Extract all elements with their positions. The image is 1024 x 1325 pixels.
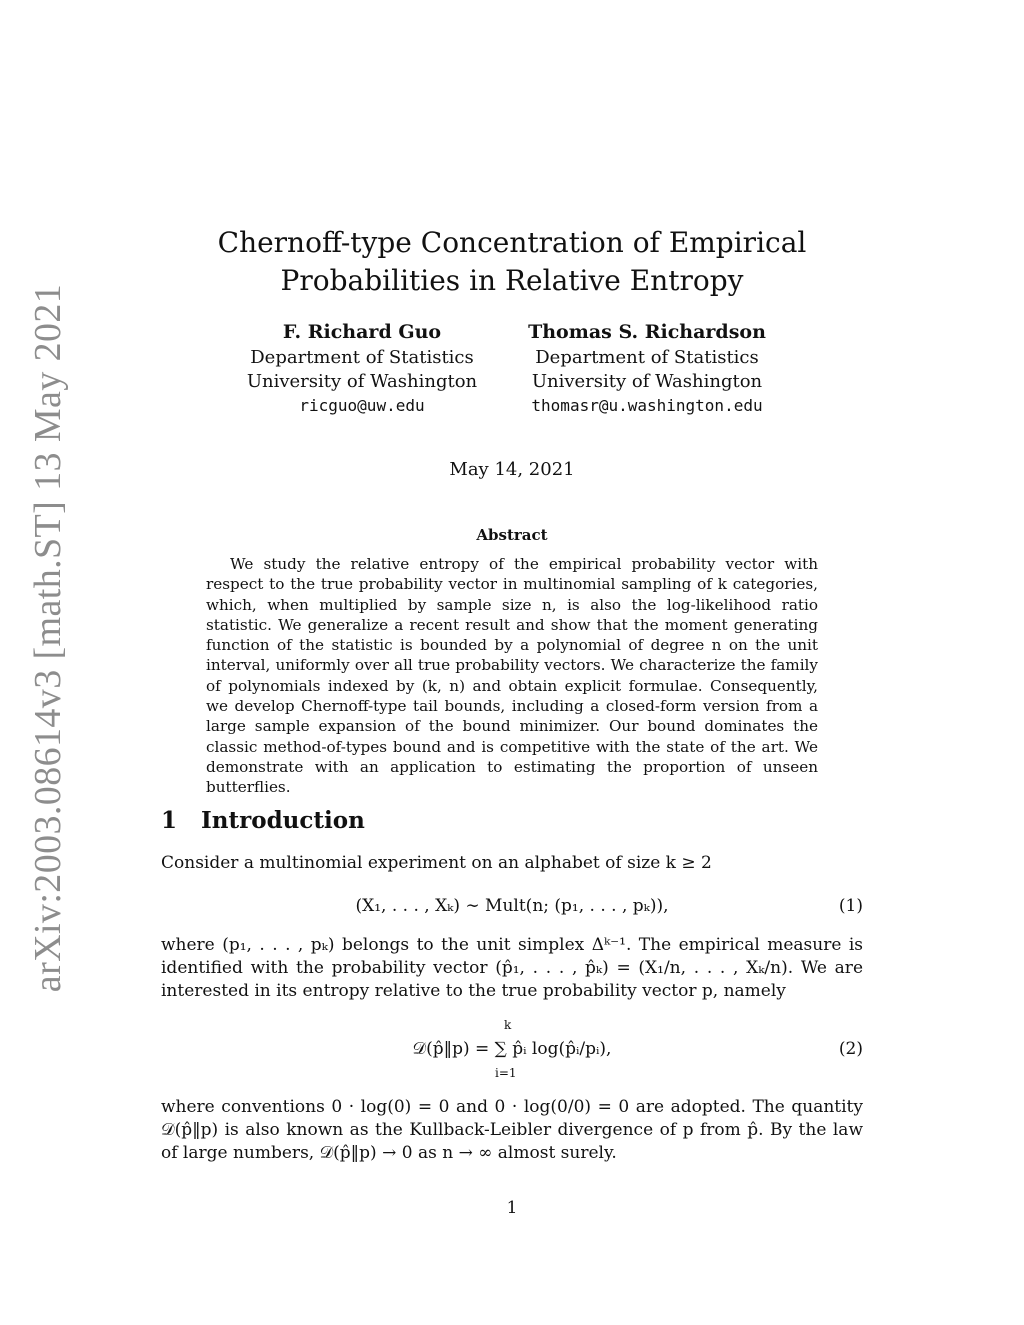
paper-title: Chernoff-type Concentration of Empirical Probabilities in Relative Entropy <box>217 226 807 297</box>
equation-2-label: (2) <box>838 1039 863 1059</box>
arxiv-stamp <box>8 283 88 993</box>
author-name: Thomas S. Richardson <box>528 321 766 343</box>
paragraph-after-equation-1: where (p₁, . . . , pₖ) belongs to the unit simplex Δᵏ⁻¹. The empirical measure is identified with the probability vector (p̂₁, . . . , p̂ₖ) = (X₁/n, . . . , Xₖ/n). We are interested in its entropy relative to the true probability vector p, namely <box>161 935 863 1001</box>
paragraph-after-equation-2: where conventions 0 · log(0) = 0 and 0 · log(0/0) = 0 are adopted. The quantity 𝒟(p̂‖p) is also known as the Kullback-Leibler divergence of p from p̂. By the law of large numbers, 𝒟(p̂‖p) → 0 as n → ∞ almost surely. <box>161 1097 863 1163</box>
section-heading-introduction <box>161 806 365 836</box>
abstract-text: We study the relative entropy of the empirical probability vector with respect to the true probability vector in multinomial sampling of k categories, which, when multiplied by sample size n, is also the log-likelihood ratio statistic. We generalize a recent result and show that the moment generating function of the statistic is bounded by a polynomial of degree n on the unit interval, uniformly over all true probability vectors. We characterize the family of polynomials indexed by (k, n) and obtain explicit formulae. Consequently, we develop Chernoff-type tail bounds, including a closed-form version from a large sample expansion of the bound minimizer. Our bound dominates the classic method-of-types bound and is competitive with the state of the art. We demonstrate with an application to estimating the proportion of unseen butterflies. <box>206 555 818 797</box>
publication-date: May 14, 2021 <box>449 459 575 480</box>
intro-paragraph: Consider a multinomial experiment on an alphabet of size k ≥ 2 <box>161 853 712 873</box>
author-institution: University of Washington <box>531 371 763 392</box>
author-department: Department of Statistics <box>250 347 474 368</box>
equation-2-expression: 𝒟(p̂‖p) = ∑ p̂ᵢ log(p̂ᵢ/pᵢ), <box>412 1039 612 1059</box>
equation-1 <box>161 895 863 921</box>
equation-1-label: (1) <box>838 896 863 916</box>
page-number: 1 <box>506 1198 518 1218</box>
author-email[interactable]: ricguo@uw.edu <box>299 396 425 415</box>
abstract-heading: Abstract <box>476 526 548 544</box>
sum-upper-limit: k <box>504 1018 512 1032</box>
equation-1-expression: (X₁, . . . , Xₖ) ∼ Mult(n; (p₁, . . . , pₖ)), <box>355 896 669 916</box>
section-number: 1 <box>161 807 178 834</box>
author-block-guo <box>232 320 492 418</box>
section-title: Introduction <box>201 807 365 834</box>
equation-2 <box>161 1018 863 1082</box>
author-institution: University of Washington <box>246 371 478 392</box>
arxiv-stamp-text: arXiv:2003.08614v3 [math.ST] 13 May 2021 <box>27 283 69 993</box>
author-block-richardson <box>497 320 797 418</box>
sum-lower-limit: i=1 <box>495 1066 517 1080</box>
author-department: Department of Statistics <box>535 347 759 368</box>
author-email[interactable]: thomasr@u.washington.edu <box>531 396 763 415</box>
author-name: F. Richard Guo <box>282 321 442 343</box>
